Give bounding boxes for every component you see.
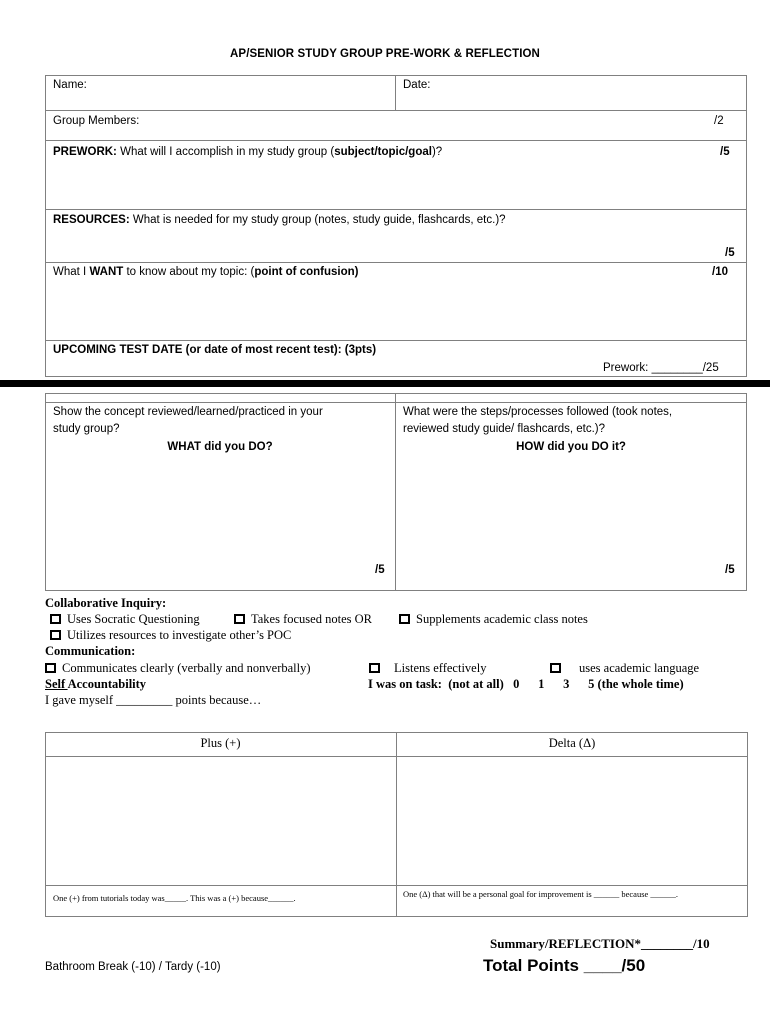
- how-did-you-do-it-heading: HOW did you DO it?: [516, 441, 626, 453]
- want-question-middle: to know about my topic: (: [123, 266, 255, 278]
- resources-label: RESOURCES:: [53, 214, 130, 226]
- plus-delta-prompt-divider: [45, 885, 748, 886]
- reflection-top-divider: [45, 402, 747, 403]
- prework-question-bold: subject/topic/goal: [334, 146, 432, 158]
- checklist-item-label: Listens effectively: [394, 661, 487, 675]
- how-points: /5: [725, 564, 735, 576]
- checklist-item-label: Uses Socratic Questioning: [67, 612, 200, 626]
- prework-question: [53, 145, 442, 160]
- reflection-table: [45, 393, 747, 591]
- resources-question: [53, 213, 506, 228]
- group-members-label[interactable]: Group Members:: [53, 115, 140, 127]
- checklist-item[interactable]: [369, 660, 486, 676]
- checklist-item-label: Supplements academic class notes: [416, 612, 588, 626]
- checkbox[interactable]: [399, 614, 410, 624]
- self-accountability-heading: [45, 676, 146, 692]
- plus-header: Plus (+): [200, 736, 241, 750]
- bathroom-tardy-note: Bathroom Break (-10) / Tardy (-10): [45, 961, 221, 973]
- checkbox[interactable]: [550, 663, 561, 673]
- checklist-item[interactable]: [399, 611, 588, 627]
- want-question: [53, 265, 358, 280]
- reflection-column-divider: [395, 393, 396, 591]
- plus-delta-header-divider: [45, 756, 748, 757]
- resources-points: /5: [725, 247, 735, 259]
- row-divider: [45, 140, 747, 141]
- row-divider: [45, 209, 747, 210]
- row-divider: [45, 340, 747, 341]
- what-question-line-1: Show the concept reviewed/learned/practiced in your: [53, 406, 323, 418]
- delta-header: Delta (Δ): [548, 736, 596, 750]
- total-points[interactable]: Total Points ____/50: [483, 956, 646, 975]
- row-divider: [45, 110, 747, 111]
- prework-label: PREWORK:: [53, 146, 117, 158]
- delta-prompt[interactable]: One (Δ) that will be a personal goal for improvement is ______ because ______.: [403, 889, 679, 899]
- checklist-item[interactable]: [550, 660, 699, 676]
- checklist-item-label: Communicates clearly (verbally and nonverbally): [62, 661, 311, 675]
- what-points: /5: [375, 564, 385, 576]
- group-members-points: /2: [714, 115, 724, 127]
- want-bold: WANT: [89, 266, 124, 278]
- what-question-line-2: study group?: [53, 423, 120, 435]
- checkbox[interactable]: [369, 663, 380, 673]
- test-date-label[interactable]: UPCOMING TEST DATE (or date of most recent test): (3pts): [53, 344, 377, 356]
- checklist-item[interactable]: [45, 660, 311, 676]
- checkbox[interactable]: [234, 614, 245, 624]
- row-divider: [45, 262, 747, 263]
- communication-heading: Communication:: [45, 644, 136, 658]
- how-question-line-1: What were the steps/processes followed (took notes,: [403, 406, 673, 418]
- self-heading-rest: Accountability: [67, 677, 147, 691]
- checklist-item[interactable]: [234, 611, 372, 627]
- date-field-label[interactable]: Date:: [403, 79, 431, 91]
- prework-points: /5: [720, 146, 730, 158]
- resources-question-text: What is needed for my study group (notes, study guide, flashcards, etc.)?: [129, 214, 506, 226]
- want-points: /10: [712, 266, 728, 278]
- name-field-label[interactable]: Name:: [53, 79, 87, 91]
- checklist-item-label: Utilizes resources to investigate other’s POC: [67, 628, 292, 642]
- gave-myself-points[interactable]: I gave myself _________ points because…: [45, 693, 262, 707]
- prework-question-text: What will I accomplish in my study group (: [116, 146, 335, 158]
- checklist-item-label: Takes focused notes OR: [251, 612, 372, 626]
- what-did-you-do-heading: WHAT did you DO?: [167, 441, 273, 453]
- collaborative-inquiry-heading: Collaborative Inquiry:: [45, 596, 167, 610]
- section-divider: [0, 380, 770, 387]
- on-task-scale[interactable]: I was on task: (not at all) 0 1 3 5 (the whole time): [368, 677, 684, 691]
- checkbox[interactable]: [45, 663, 56, 673]
- how-question-line-2: reviewed study guide/ flashcards, etc.)?: [403, 423, 605, 435]
- checkbox[interactable]: [50, 630, 61, 640]
- prework-total: Prework: ________/25: [603, 362, 719, 374]
- checklist-item[interactable]: [50, 627, 291, 643]
- page-title: AP/SENIOR STUDY GROUP PRE-WORK & REFLECTION: [230, 48, 540, 60]
- summary-reflection-score[interactable]: Summary/REFLECTION*________/10: [490, 936, 710, 951]
- prework-question-end: )?: [431, 146, 443, 158]
- plus-delta-divider: [396, 732, 397, 917]
- want-question-text: What I: [53, 266, 90, 278]
- plus-prompt[interactable]: One (+) from tutorials today was_____. This was a (+) because______.: [53, 893, 296, 903]
- checklist-item-label: uses academic language: [579, 661, 700, 675]
- self-heading-underlined: Self: [45, 677, 68, 691]
- name-date-divider: [395, 75, 396, 110]
- want-point-of-confusion: point of confusion): [254, 266, 359, 278]
- checkbox[interactable]: [50, 614, 61, 624]
- checklist-item[interactable]: [50, 611, 200, 627]
